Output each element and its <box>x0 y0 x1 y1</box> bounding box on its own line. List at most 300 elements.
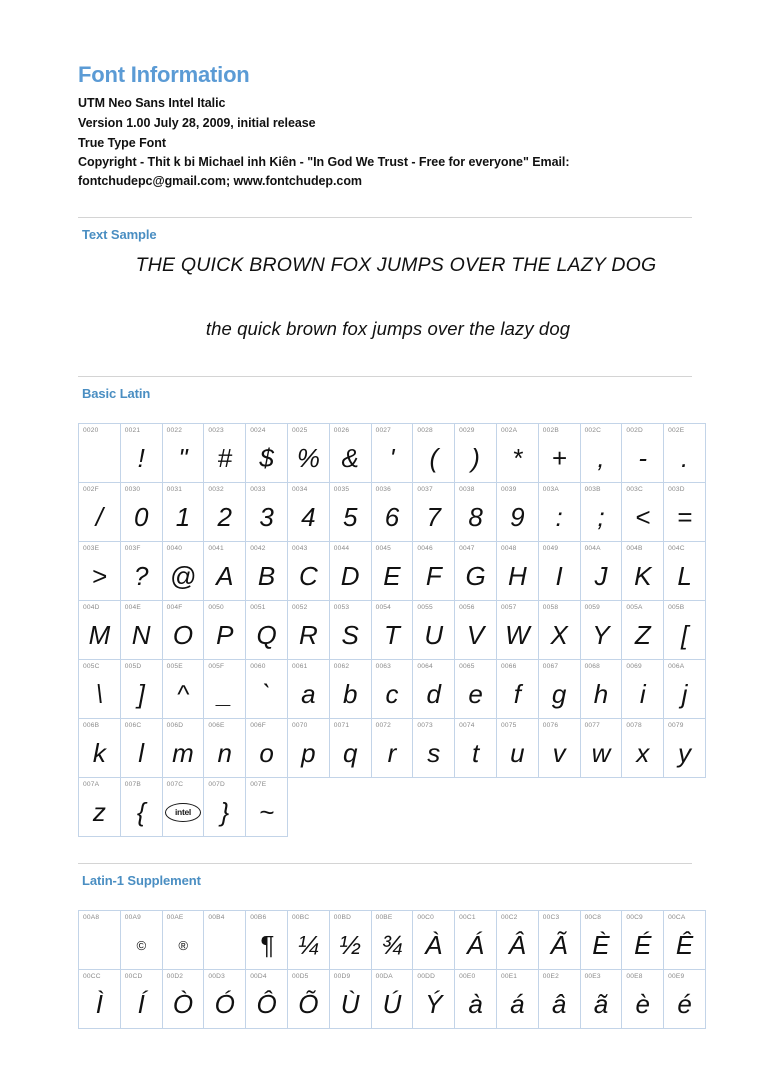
character-cell[interactable] <box>204 542 246 601</box>
character-glyph: [ <box>680 620 689 651</box>
character-cell[interactable] <box>580 601 622 660</box>
intel-logo-oval <box>165 803 201 822</box>
character-codepoint: 0059 <box>584 604 601 612</box>
character-cell[interactable] <box>580 970 622 1029</box>
character-cell[interactable] <box>204 911 246 970</box>
character-glyph: z <box>92 797 106 828</box>
character-cell[interactable] <box>287 483 329 542</box>
character-glyph: b <box>342 679 358 710</box>
character-cell[interactable] <box>329 911 371 970</box>
character-glyph: \ <box>95 679 104 710</box>
character-cell[interactable] <box>371 719 413 778</box>
character-cell[interactable] <box>413 424 455 483</box>
character-cell[interactable] <box>204 660 246 719</box>
character-codepoint: 0048 <box>500 545 517 553</box>
character-glyph: c <box>385 679 399 710</box>
character-cell[interactable] <box>120 424 162 483</box>
character-codepoint: 00D2 <box>166 973 184 981</box>
character-glyph: ~ <box>258 797 275 828</box>
character-cell[interactable] <box>664 542 706 601</box>
character-codepoint: 0031 <box>166 486 183 494</box>
character-glyph: 1 <box>175 502 191 533</box>
character-cell[interactable] <box>413 911 455 970</box>
section-heading-text-sample: Text Sample <box>82 227 157 243</box>
character-cell[interactable] <box>622 601 664 660</box>
character-cell[interactable] <box>413 601 455 660</box>
character-glyph: > <box>91 561 107 592</box>
character-codepoint: 002A <box>500 427 518 435</box>
character-glyph: ( <box>429 443 439 474</box>
character-codepoint: 003D <box>668 486 685 494</box>
character-codepoint: 0027 <box>375 427 392 435</box>
character-glyph: d <box>426 679 441 710</box>
character-glyph: C <box>298 561 318 592</box>
character-codepoint: 00CD <box>124 973 143 981</box>
character-cell[interactable] <box>246 601 288 660</box>
character-cell[interactable] <box>120 483 162 542</box>
character-glyph: Ã <box>550 930 568 961</box>
font-metadata-list <box>78 87 692 191</box>
character-cell[interactable] <box>538 601 580 660</box>
character-glyph: U <box>424 620 444 651</box>
character-cell[interactable] <box>580 483 622 542</box>
character-glyph: Ì <box>95 989 104 1020</box>
character-codepoint: 00C8 <box>584 914 602 922</box>
character-cell[interactable] <box>455 601 497 660</box>
character-cell[interactable] <box>496 719 538 778</box>
character-codepoint: 00E1 <box>500 973 518 981</box>
character-cell[interactable] <box>371 542 413 601</box>
character-cell-placeholder <box>664 778 706 837</box>
character-cell[interactable] <box>496 542 538 601</box>
character-cell[interactable] <box>120 601 162 660</box>
character-cell[interactable] <box>79 970 121 1029</box>
character-cell[interactable] <box>538 424 580 483</box>
character-cell[interactable] <box>580 542 622 601</box>
character-codepoint: 00A8 <box>83 914 100 922</box>
character-glyph: M <box>88 620 111 651</box>
character-codepoint: 00C9 <box>626 914 643 922</box>
character-glyph: p <box>301 738 316 769</box>
character-cell[interactable] <box>664 911 706 970</box>
character-cell[interactable] <box>287 424 329 483</box>
character-codepoint: 0052 <box>291 604 308 612</box>
character-glyph: = <box>676 502 693 533</box>
character-cell[interactable] <box>622 424 664 483</box>
character-glyph: n <box>217 738 233 769</box>
character-cell[interactable] <box>79 424 121 483</box>
character-codepoint: 002E <box>668 427 685 435</box>
character-codepoint: 0067 <box>542 663 559 671</box>
sample-lowercase: the quick brown fox jumps over the lazy dog <box>205 318 571 340</box>
character-glyph: 9 <box>510 502 525 533</box>
character-codepoint: 00E8 <box>626 973 643 981</box>
character-cell[interactable] <box>79 483 121 542</box>
font-contact-line: fontchudepc@gmail.com; www.fontchudep.com <box>78 174 362 189</box>
character-codepoint: 007E <box>250 781 267 789</box>
character-cell[interactable] <box>580 660 622 719</box>
character-cell[interactable] <box>455 424 497 483</box>
character-codepoint: 0036 <box>375 486 392 494</box>
character-cell[interactable] <box>580 719 622 778</box>
character-cell[interactable] <box>371 424 413 483</box>
character-glyph: ¾ <box>381 930 403 961</box>
font-name-line: UTM Neo Sans Intel Italic <box>78 96 226 111</box>
character-glyph: Ò <box>172 989 194 1020</box>
character-codepoint: 0025 <box>291 427 308 435</box>
character-grid-row <box>79 601 706 660</box>
character-glyph: Z <box>634 620 651 651</box>
character-glyph: & <box>341 443 359 474</box>
character-codepoint: 00C2 <box>500 914 518 922</box>
character-codepoint: 00C0 <box>417 914 434 922</box>
character-glyph: m <box>172 738 194 769</box>
character-codepoint: 0064 <box>417 663 433 671</box>
character-cell[interactable] <box>329 424 371 483</box>
character-glyph: É <box>634 930 652 961</box>
character-codepoint: 0056 <box>459 604 475 612</box>
character-glyph: D <box>340 561 360 592</box>
character-glyph: È <box>592 930 610 961</box>
character-cell[interactable] <box>287 970 329 1029</box>
character-glyph: G <box>465 561 486 592</box>
character-codepoint: 00BD <box>333 914 352 922</box>
character-glyph: } <box>220 797 230 828</box>
character-grid-row <box>79 424 706 483</box>
character-glyph: ¶ <box>259 930 274 961</box>
character-cell[interactable] <box>120 970 162 1029</box>
latin1-supplement-character-grid <box>78 910 706 1029</box>
character-cell[interactable] <box>413 660 455 719</box>
character-glyph: B <box>257 561 276 592</box>
character-grid-row <box>79 660 706 719</box>
latin1-grid-wrap <box>78 888 692 1029</box>
character-glyph: E <box>383 561 401 592</box>
character-cell[interactable] <box>246 483 288 542</box>
character-codepoint: 0063 <box>375 663 392 671</box>
character-cell[interactable] <box>371 601 413 660</box>
character-codepoint: 00DA <box>375 973 393 981</box>
character-cell[interactable] <box>580 424 622 483</box>
character-glyph: © <box>136 937 146 953</box>
character-codepoint: 003B <box>584 486 601 494</box>
character-glyph: Ô <box>256 989 277 1020</box>
character-cell[interactable] <box>455 719 497 778</box>
character-cell[interactable] <box>538 911 580 970</box>
character-glyph: ! <box>137 443 145 474</box>
character-codepoint: 0021 <box>124 427 141 435</box>
character-glyph: 8 <box>468 502 483 533</box>
character-cell[interactable] <box>622 660 664 719</box>
character-cell[interactable] <box>204 719 246 778</box>
character-codepoint: 003A <box>542 486 559 494</box>
character-cell[interactable] <box>413 719 455 778</box>
character-cell[interactable] <box>329 719 371 778</box>
character-codepoint: 0060 <box>250 663 266 671</box>
character-glyph: 3 <box>259 502 274 533</box>
character-cell[interactable] <box>455 483 497 542</box>
character-codepoint: 00CA <box>668 914 686 922</box>
character-cell[interactable] <box>329 483 371 542</box>
character-codepoint: 00D5 <box>291 973 309 981</box>
character-cell[interactable] <box>79 778 121 837</box>
character-cell[interactable] <box>622 542 664 601</box>
character-codepoint: 003C <box>626 486 643 494</box>
character-glyph: f <box>513 679 521 710</box>
character-codepoint: 0068 <box>584 663 601 671</box>
character-cell[interactable] <box>538 483 580 542</box>
character-grid-row <box>79 911 706 970</box>
character-cell[interactable] <box>496 911 538 970</box>
character-cell[interactable] <box>204 424 246 483</box>
font-copyright-line: Copyright - Thit k bi Michael inh Kiên - "In God We Trust - Free for everyone" Email: <box>78 155 570 170</box>
character-glyph: 5 <box>342 502 358 533</box>
character-glyph: Ù <box>340 989 360 1020</box>
character-cell[interactable] <box>622 483 664 542</box>
character-cell[interactable] <box>664 483 706 542</box>
character-cell[interactable] <box>79 542 121 601</box>
character-codepoint: 0046 <box>417 545 433 553</box>
character-grid-row <box>79 483 706 542</box>
character-codepoint: 0072 <box>375 722 392 730</box>
character-codepoint: 0075 <box>500 722 517 730</box>
character-cell[interactable] <box>413 542 455 601</box>
character-cell[interactable] <box>329 970 371 1029</box>
character-cell[interactable] <box>413 970 455 1029</box>
character-cell[interactable] <box>622 911 664 970</box>
character-codepoint: 0029 <box>459 427 475 435</box>
section-heading-basic-latin: Basic Latin <box>82 386 151 402</box>
character-cell[interactable] <box>455 970 497 1029</box>
character-cell[interactable] <box>622 970 664 1029</box>
character-glyph: é <box>677 989 692 1020</box>
character-glyph: O <box>172 620 194 651</box>
character-codepoint: 005F <box>208 663 225 671</box>
character-glyph: e <box>468 679 483 710</box>
character-cell[interactable] <box>162 483 204 542</box>
character-glyph: V <box>466 620 485 651</box>
character-glyph: + <box>551 443 567 474</box>
character-cell[interactable] <box>580 911 622 970</box>
character-cell[interactable] <box>455 542 497 601</box>
character-codepoint: 0023 <box>208 427 224 435</box>
character-cell[interactable] <box>287 719 329 778</box>
character-cell[interactable] <box>79 911 121 970</box>
character-codepoint: 00DD <box>417 973 436 981</box>
character-cell[interactable] <box>120 719 162 778</box>
character-codepoint: 0050 <box>208 604 224 612</box>
character-glyph: ¼ <box>297 930 320 961</box>
character-glyph: - <box>638 443 648 474</box>
character-cell[interactable] <box>329 601 371 660</box>
character-cell[interactable] <box>287 601 329 660</box>
character-glyph: $ <box>259 443 274 474</box>
character-cell[interactable] <box>496 970 538 1029</box>
character-glyph: * <box>512 443 523 474</box>
character-cell[interactable] <box>246 424 288 483</box>
character-glyph <box>79 924 120 966</box>
sample-uppercase: THE QUICK BROWN FOX JUMPS OVER THE LAZY DOG <box>135 254 657 277</box>
character-glyph: ® <box>178 937 188 953</box>
character-cell[interactable] <box>664 719 706 778</box>
character-codepoint: 0020 <box>83 427 99 435</box>
character-cell[interactable] <box>413 483 455 542</box>
character-cell[interactable] <box>329 542 371 601</box>
character-cell[interactable] <box>455 660 497 719</box>
character-cell-placeholder <box>496 778 538 837</box>
character-codepoint: 00E2 <box>542 973 559 981</box>
character-codepoint: 0038 <box>459 486 475 494</box>
character-glyph: Q <box>256 620 277 651</box>
character-codepoint: 004E <box>124 604 141 612</box>
character-cell[interactable] <box>204 601 246 660</box>
character-cell[interactable] <box>496 483 538 542</box>
character-codepoint: 0022 <box>166 427 183 435</box>
character-glyph: Ý <box>425 989 443 1020</box>
character-glyph: g <box>551 679 567 710</box>
character-glyph: ` <box>262 679 271 710</box>
character-codepoint: 006D <box>166 722 184 730</box>
character-cell[interactable] <box>664 424 706 483</box>
character-cell[interactable] <box>455 911 497 970</box>
character-glyph: A <box>216 561 234 592</box>
character-cell[interactable] <box>79 719 121 778</box>
character-cell[interactable] <box>496 601 538 660</box>
character-cell[interactable] <box>371 660 413 719</box>
character-glyph: Ê <box>675 930 694 961</box>
character-codepoint: 0037 <box>417 486 433 494</box>
character-cell-placeholder <box>580 778 622 837</box>
character-cell[interactable] <box>538 660 580 719</box>
page-content <box>78 0 692 1029</box>
character-codepoint: 0069 <box>626 663 642 671</box>
character-glyph: a <box>301 679 316 710</box>
character-glyph: Ú <box>382 989 402 1020</box>
character-cell[interactable] <box>162 601 204 660</box>
character-glyph: K <box>634 561 652 592</box>
character-cell[interactable] <box>371 911 413 970</box>
character-codepoint: 0071 <box>333 722 350 730</box>
character-cell[interactable] <box>371 970 413 1029</box>
character-codepoint: 006F <box>250 722 267 730</box>
character-glyph: i <box>639 679 646 710</box>
character-codepoint: 0070 <box>291 722 308 730</box>
character-glyph: . <box>680 443 689 474</box>
character-glyph: q <box>342 738 358 769</box>
character-glyph: T <box>384 620 400 651</box>
character-cell[interactable] <box>162 424 204 483</box>
character-cell[interactable] <box>162 542 204 601</box>
character-glyph: 7 <box>426 502 441 533</box>
character-cell[interactable] <box>287 660 329 719</box>
character-codepoint: 004B <box>626 545 643 553</box>
character-codepoint: 0079 <box>668 722 684 730</box>
character-codepoint: 0054 <box>375 604 392 612</box>
character-cell[interactable] <box>204 483 246 542</box>
basic-latin-character-grid <box>78 423 706 837</box>
character-codepoint: 005A <box>626 604 643 612</box>
character-glyph: ^ <box>176 679 190 710</box>
character-cell[interactable] <box>162 970 204 1029</box>
character-cell[interactable] <box>287 542 329 601</box>
character-codepoint: 007D <box>208 781 225 789</box>
character-cell[interactable] <box>538 719 580 778</box>
character-codepoint: 005E <box>166 663 183 671</box>
character-cell[interactable] <box>162 660 204 719</box>
character-codepoint: 0058 <box>542 604 559 612</box>
character-glyph: u <box>510 738 525 769</box>
character-cell[interactable] <box>120 911 162 970</box>
font-version-line: Version 1.00 July 28, 2009, initial release <box>78 116 316 131</box>
character-cell[interactable] <box>246 778 288 837</box>
character-cell[interactable] <box>162 719 204 778</box>
character-cell[interactable] <box>664 660 706 719</box>
character-codepoint: 002F <box>83 486 99 494</box>
character-codepoint: 0045 <box>375 545 392 553</box>
character-cell[interactable] <box>204 970 246 1029</box>
character-glyph: : <box>555 502 563 533</box>
character-codepoint: 0055 <box>417 604 433 612</box>
character-cell[interactable] <box>162 911 204 970</box>
character-cell[interactable] <box>371 483 413 542</box>
character-codepoint: 005C <box>83 663 100 671</box>
character-codepoint: 0042 <box>250 545 266 553</box>
character-cell[interactable] <box>538 970 580 1029</box>
character-cell[interactable] <box>664 601 706 660</box>
character-codepoint: 006C <box>124 722 142 730</box>
character-cell[interactable] <box>329 660 371 719</box>
character-cell[interactable] <box>664 970 706 1029</box>
character-cell[interactable] <box>204 778 246 837</box>
character-cell-placeholder <box>329 778 371 837</box>
character-cell[interactable] <box>246 660 288 719</box>
character-cell[interactable] <box>496 424 538 483</box>
character-cell[interactable] <box>538 542 580 601</box>
section-heading-latin1-supplement: Latin-1 Supplement <box>82 873 201 889</box>
character-cell[interactable] <box>79 601 121 660</box>
character-codepoint: 00D4 <box>250 973 267 981</box>
character-cell[interactable] <box>120 660 162 719</box>
character-cell[interactable] <box>162 778 204 837</box>
character-glyph: Y <box>592 620 610 651</box>
character-codepoint: 00B4 <box>208 914 225 922</box>
character-glyph: ? <box>133 561 149 592</box>
character-grid-row <box>79 778 706 837</box>
text-sample-block <box>78 242 692 340</box>
character-codepoint: 007A <box>83 781 100 789</box>
character-cell[interactable] <box>246 542 288 601</box>
character-cell[interactable] <box>79 660 121 719</box>
character-cell[interactable] <box>246 719 288 778</box>
character-glyph: X <box>550 620 568 651</box>
character-cell[interactable] <box>120 542 162 601</box>
character-cell[interactable] <box>120 778 162 837</box>
character-cell[interactable] <box>246 970 288 1029</box>
character-codepoint: 004D <box>83 604 100 612</box>
character-cell[interactable] <box>287 911 329 970</box>
character-cell[interactable] <box>622 719 664 778</box>
character-glyph: I <box>555 561 563 592</box>
character-codepoint: 00E3 <box>584 973 601 981</box>
character-glyph: Á <box>466 930 485 961</box>
character-cell[interactable] <box>496 660 538 719</box>
character-glyph: ½ <box>339 930 362 961</box>
character-codepoint: 00E9 <box>668 973 685 981</box>
character-codepoint: 004F <box>166 604 183 612</box>
character-cell[interactable] <box>246 911 288 970</box>
character-glyph: W <box>505 620 530 651</box>
character-glyph: / <box>95 502 104 533</box>
